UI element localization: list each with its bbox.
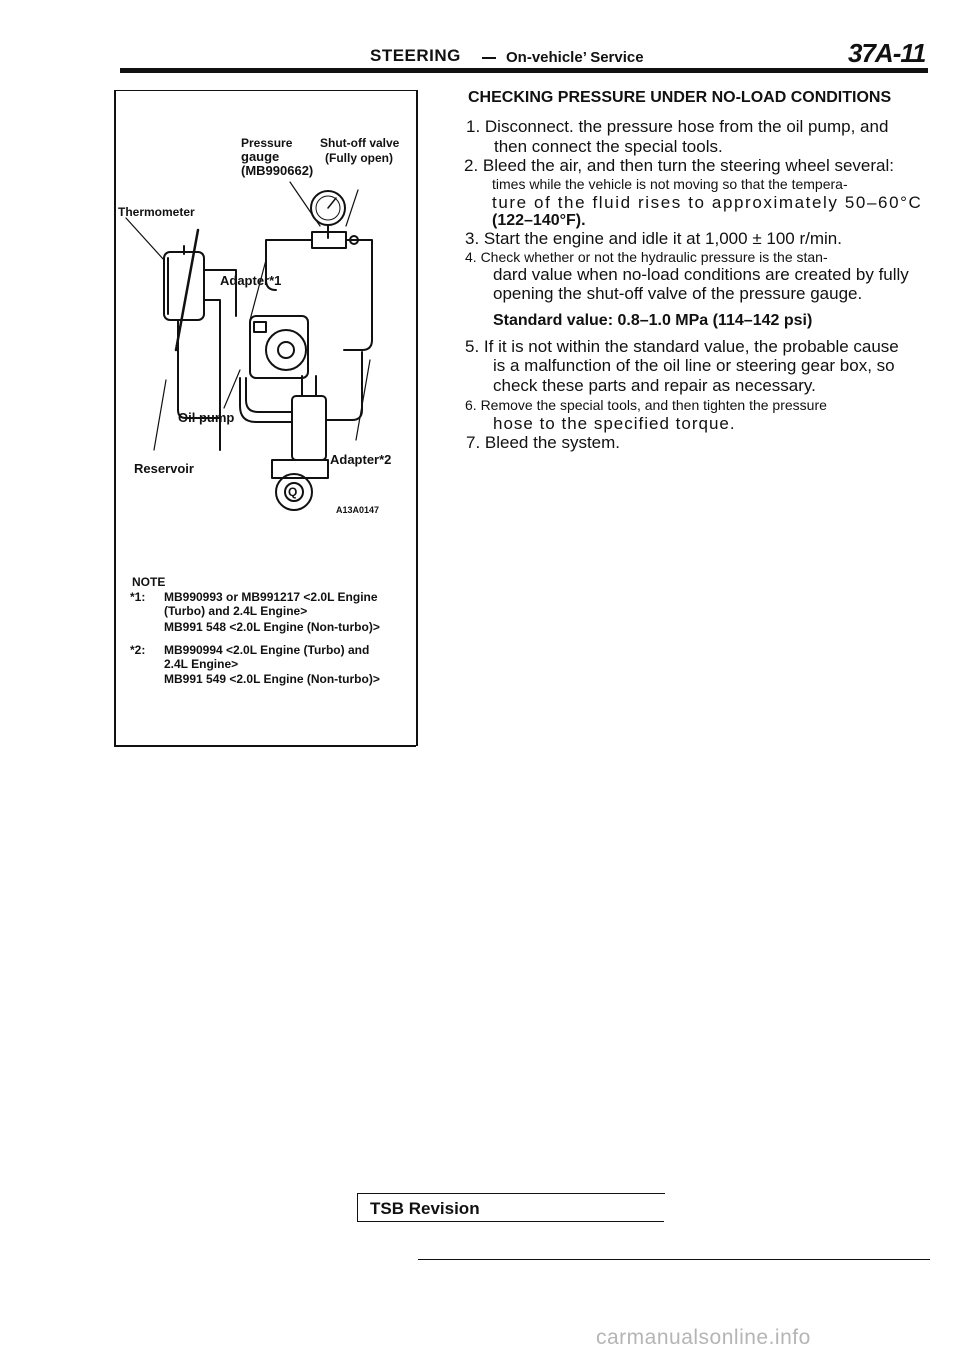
step-4-line-1: 4. Check whether or not the hydraulic pressure is the stan- [465,249,828,265]
header-subtitle: On-vehicle’ Service [506,49,644,66]
procedure-title: CHECKING PRESSURE UNDER NO-LOAD CONDITIONS [468,89,892,106]
step-2-line-2: times while the vehicle is not moving so that the tempera- [492,176,848,192]
step-4-line-3: opening the shut-off valve of the pressure gauge. [493,284,863,303]
header-title: STEERING [370,46,461,65]
step-5-line-1: 5. If it is not within the standard value, the probable cause [465,337,899,356]
label-gauge: gauge [241,149,280,164]
step-5-line-2: is a malfunction of the oil line or steering gear box, so [493,356,895,375]
standard-value: Standard value: 0.8–1.0 MPa (114–142 psi) [493,312,813,329]
tsb-revision-box-bottom [357,1221,664,1222]
step-1-line-2: then connect the special tools. [494,137,723,156]
header-dash [482,57,496,59]
tsb-revision-label: TSB Revision [370,1199,480,1218]
step-6-line-2: hose to the specified torque. [493,414,736,433]
label-reservoir: Reservoir [134,461,194,476]
step-2-line-4: (122–140°F). [492,212,586,229]
watermark: carmanualsonline.info [596,1326,811,1349]
note-2-marker: *2: [130,643,146,657]
label-thermometer: Thermometer [118,205,195,219]
note-2-line-3: MB991 549 <2.0L Engine (Non-turbo)> [164,672,380,686]
step-2-line-1: 2. Bleed the air, and then turn the steering wheel several: [464,156,894,175]
note-1-line-3: MB991 548 <2.0L Engine (Non-turbo)> [164,620,380,634]
step-1-line-1: 1. Disconnect. the pressure hose from the oil pump, and [466,117,889,136]
label-oil-pump: Oil pump [178,410,235,425]
label-gauge-part: (MB990662) [241,163,314,178]
figure-frame-top [116,90,416,91]
step-6-line-1: 6. Remove the special tools, and then tighten the pressure [465,397,827,413]
label-shutoff-valve: Shut-off valve [320,136,400,150]
note-heading: NOTE [132,575,166,589]
note-2-line-1: MB990994 <2.0L Engine (Turbo) and [164,643,370,657]
label-adapter-2: Adapter*2 [330,452,392,467]
figure-frame-right [416,90,418,746]
figure-frame-bottom [114,745,416,747]
step-7: 7. Bleed the system. [466,433,621,452]
label-adapter-1: Adapter*1 [220,273,282,288]
note-1-line-2: (Turbo) and 2.4L Engine> [164,604,308,618]
page-number: 37A-11 [848,38,926,68]
header-rule [120,68,928,73]
label-pressure: Pressure [241,136,293,150]
step-2-line-3: ture of the fluid rises to approximately 50–60°C [492,193,923,212]
note-1-marker: *1: [130,590,146,604]
step-4-line-2: dard value when no-load conditions are created by fully [493,265,909,284]
figure-code: A13A0147 [336,505,380,515]
step-3: 3. Start the engine and idle it at 1,000 ± 100 r/min. [465,229,842,248]
footer-rule [418,1259,930,1260]
note-2-line-2: 2.4L Engine> [164,657,239,671]
svg-text:Q: Q [288,485,298,499]
label-shutoff-state: (Fully open) [325,151,393,165]
step-5-line-3: check these parts and repair as necessary. [493,376,816,395]
note-1-line-1: MB990993 or MB991217 <2.0L Engine [164,590,378,604]
